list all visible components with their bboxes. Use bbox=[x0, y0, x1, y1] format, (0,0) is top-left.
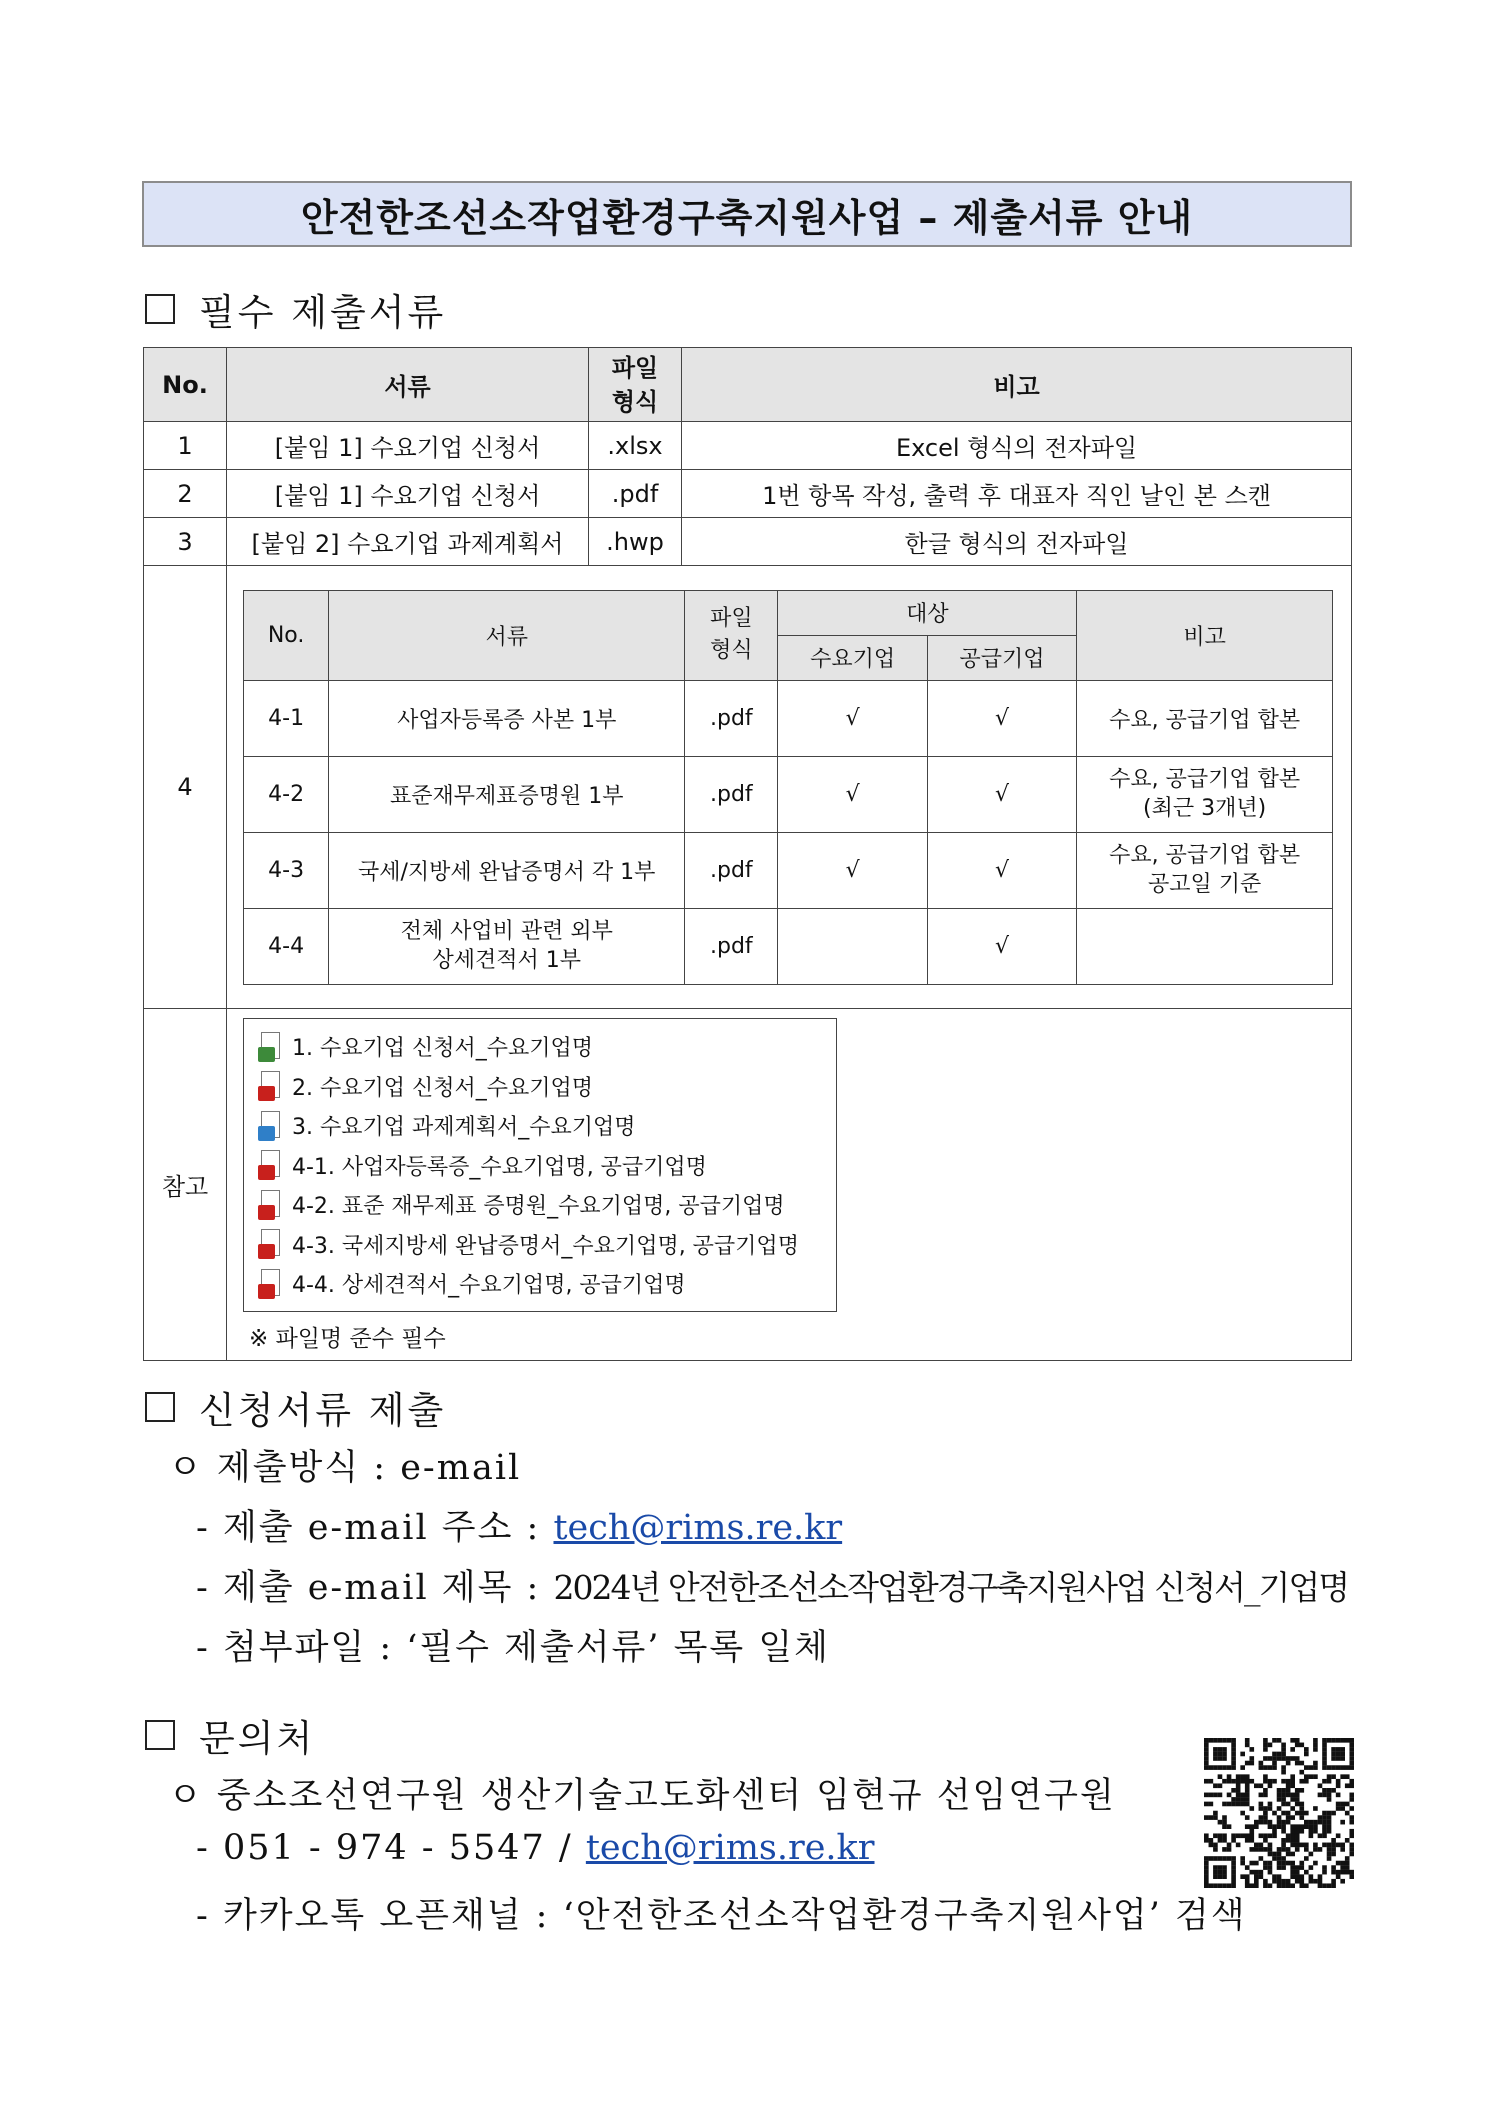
file-item bbox=[258, 1185, 836, 1225]
sub-table-row bbox=[244, 680, 1333, 756]
sub-row-no: 4-3 bbox=[244, 832, 329, 908]
contact-phone-line bbox=[196, 1828, 875, 1868]
row-no: 3 bbox=[144, 518, 227, 566]
file-item bbox=[258, 1027, 836, 1067]
sub-row-format: .pdf bbox=[685, 756, 778, 832]
col-no: No. bbox=[144, 348, 227, 422]
sub-row-doc-l1: 국세/지방세 완납증명서 각 1부 bbox=[358, 859, 656, 885]
sub-col-note: 비고 bbox=[1077, 590, 1333, 680]
file-name: 4-4. 상세견적서_수요기업명, 공급기업명 bbox=[292, 1273, 686, 1299]
sub-row-note-l1: 수요, 공급기업 합본 bbox=[1109, 767, 1301, 792]
sub-table-row bbox=[244, 908, 1333, 984]
col-doc: 서류 bbox=[227, 348, 589, 422]
pdf-file-icon bbox=[258, 1071, 282, 1101]
sub-row-no: 4-2 bbox=[244, 756, 329, 832]
row-note: Excel 형식의 전자파일 bbox=[682, 422, 1352, 470]
sub-row-note-l1: 수요, 공급기업 합본 bbox=[1109, 843, 1301, 868]
row-no: 1 bbox=[144, 422, 227, 470]
sub-row-format: .pdf bbox=[685, 908, 778, 984]
sub-row-format: .pdf bbox=[685, 680, 778, 756]
email-link[interactable]: tech@rims.re.kr bbox=[585, 1828, 875, 1868]
row-no: 4 bbox=[144, 566, 227, 1009]
file-item bbox=[258, 1106, 836, 1146]
submission-attachment: - 첨부파일 : ‘필수 제출서류’ 목록 일체 bbox=[196, 1628, 830, 1668]
sub-col-doc: 서류 bbox=[329, 590, 685, 680]
section-required-heading bbox=[145, 282, 446, 336]
row-format: .pdf bbox=[589, 470, 682, 518]
file-name: 4-3. 국세지방세 완납증명서_수요기업명, 공급기업명 bbox=[292, 1233, 799, 1259]
file-name: 2. 수요기업 신청서_수요기업명 bbox=[292, 1075, 594, 1101]
file-item bbox=[258, 1225, 836, 1265]
sub-row-note bbox=[1077, 908, 1333, 984]
sub-table-row bbox=[244, 756, 1333, 832]
sub-table-cell bbox=[227, 566, 1352, 1009]
sub-documents-table bbox=[243, 590, 1333, 985]
table-row bbox=[144, 422, 1352, 470]
submission-subject-line bbox=[196, 1560, 1348, 1610]
table-row bbox=[144, 470, 1352, 518]
sub-row-note-l2: 공고일 기준 bbox=[1148, 872, 1262, 897]
table-row bbox=[144, 518, 1352, 566]
sub-row-doc-l1: 전체 사업비 관련 외부 bbox=[400, 919, 613, 944]
col-format-l1: 파일 bbox=[611, 353, 659, 382]
sub-row-doc bbox=[329, 756, 685, 832]
sub-col-no: No. bbox=[244, 590, 329, 680]
file-name: 1. 수요기업 신청서_수요기업명 bbox=[292, 1036, 594, 1062]
sub-col-format-l1: 파일 bbox=[710, 606, 753, 631]
row-doc: [붙임 1] 수요기업 신청서 bbox=[227, 470, 589, 518]
col-note: 비고 bbox=[682, 348, 1352, 422]
pdf-file-icon bbox=[258, 1269, 282, 1299]
pdf-file-icon bbox=[258, 1229, 282, 1259]
sub-row-supply: √ bbox=[927, 680, 1076, 756]
table-row-4 bbox=[144, 566, 1352, 1009]
submission-address-line bbox=[196, 1500, 842, 1550]
row-doc: [붙임 2] 수요기업 과제계획서 bbox=[227, 518, 589, 566]
sub-col-demand: 수요기업 bbox=[778, 635, 927, 680]
col-format-l2: 형식 bbox=[611, 387, 659, 416]
sub-row-supply: √ bbox=[927, 908, 1076, 984]
address-label: - 제출 e-mail 주소 : bbox=[196, 1508, 541, 1548]
sub-row-note-l2: (최근 3개년) bbox=[1143, 796, 1267, 821]
sub-row-no: 4-4 bbox=[244, 908, 329, 984]
pdf-file-icon bbox=[258, 1150, 282, 1180]
sub-row-doc bbox=[329, 680, 685, 756]
sub-row-format: .pdf bbox=[685, 832, 778, 908]
sub-row-demand bbox=[778, 908, 927, 984]
sub-row-supply: √ bbox=[927, 832, 1076, 908]
contact-person: ㅇ 중소조선연구원 생산기술고도화센터 임현규 선임연구원 bbox=[168, 1776, 1116, 1816]
qr-code-icon[interactable] bbox=[1204, 1738, 1354, 1888]
checkbox-icon bbox=[145, 294, 175, 324]
reference-row bbox=[144, 1009, 1352, 1361]
page-title: 안전한조선소작업환경구축지원사업 – 제출서류 안내 bbox=[142, 181, 1352, 247]
section-heading-text: 필수 제출서류 bbox=[199, 291, 447, 334]
reference-cell bbox=[227, 1009, 1352, 1361]
sub-row-note-l1: 수요, 공급기업 합본 bbox=[1109, 707, 1301, 733]
col-format bbox=[589, 348, 682, 422]
sub-row-doc bbox=[329, 832, 685, 908]
reference-label: 참고 bbox=[144, 1009, 227, 1361]
sub-row-note bbox=[1077, 756, 1333, 832]
sub-header-row bbox=[244, 590, 1333, 635]
sub-row-doc-l2: 상세견적서 1부 bbox=[432, 948, 581, 973]
checkbox-icon bbox=[145, 1720, 175, 1750]
required-documents-table bbox=[143, 347, 1352, 1361]
table-header-row bbox=[144, 348, 1352, 422]
sub-col-supply: 공급기업 bbox=[927, 635, 1076, 680]
sub-col-format bbox=[685, 590, 778, 680]
hwp-file-icon bbox=[258, 1111, 282, 1141]
sub-row-note bbox=[1077, 680, 1333, 756]
sub-row-supply: √ bbox=[927, 756, 1076, 832]
sub-table-row bbox=[244, 832, 1333, 908]
section-contact-heading bbox=[145, 1708, 315, 1762]
email-link[interactable]: tech@rims.re.kr bbox=[553, 1508, 843, 1548]
sub-col-format-l2: 형식 bbox=[710, 638, 753, 663]
file-name: 3. 수요기업 과제계획서_수요기업명 bbox=[292, 1115, 636, 1141]
row-no: 2 bbox=[144, 470, 227, 518]
file-item bbox=[258, 1067, 836, 1107]
section-submission-heading bbox=[145, 1380, 446, 1434]
subject-label: - 제출 e-mail 제목 : bbox=[196, 1568, 541, 1608]
sub-row-doc-l1: 표준재무제표증명원 1부 bbox=[389, 783, 624, 809]
row-doc: [붙임 1] 수요기업 신청서 bbox=[227, 422, 589, 470]
file-item bbox=[258, 1264, 836, 1304]
phone-number: - 051 - 974 - 5547 / bbox=[196, 1828, 573, 1868]
sub-row-demand: √ bbox=[778, 680, 927, 756]
row-format: .xlsx bbox=[589, 422, 682, 470]
subject-text: 2024년 안전한조선소작업환경구축지원사업 신청서_기업명 bbox=[553, 1568, 1349, 1607]
row-note: 한글 형식의 전자파일 bbox=[682, 518, 1352, 566]
section-heading-text: 신청서류 제출 bbox=[199, 1389, 447, 1432]
file-list-box bbox=[243, 1018, 837, 1312]
sub-row-demand: √ bbox=[778, 756, 927, 832]
submission-method: ㅇ 제출방식 : e-mail bbox=[168, 1448, 522, 1488]
sub-row-doc bbox=[329, 908, 685, 984]
pdf-file-icon bbox=[258, 1190, 282, 1220]
excel-file-icon bbox=[258, 1032, 282, 1062]
row-note: 1번 항목 작성, 출력 후 대표자 직인 날인 본 스캔 bbox=[682, 470, 1352, 518]
checkbox-icon bbox=[145, 1392, 175, 1422]
file-name: 4-2. 표준 재무제표 증명원_수요기업명, 공급기업명 bbox=[292, 1194, 785, 1220]
sub-row-note bbox=[1077, 832, 1333, 908]
contact-kakao: - 카카오톡 오픈채널 : ‘안전한조선소작업환경구축지원사업’ 검색 bbox=[196, 1896, 1247, 1936]
sub-col-target: 대상 bbox=[778, 590, 1077, 635]
file-item bbox=[258, 1146, 836, 1186]
sub-row-demand: √ bbox=[778, 832, 927, 908]
file-name: 4-1. 사업자등록증_수요기업명, 공급기업명 bbox=[292, 1154, 707, 1180]
sub-row-no: 4-1 bbox=[244, 680, 329, 756]
section-heading-text: 문의처 bbox=[199, 1717, 316, 1760]
sub-row-doc-l1: 사업자등록증 사본 1부 bbox=[397, 707, 617, 733]
row-format: .hwp bbox=[589, 518, 682, 566]
filename-note: ※ 파일명 준수 필수 bbox=[249, 1326, 446, 1352]
